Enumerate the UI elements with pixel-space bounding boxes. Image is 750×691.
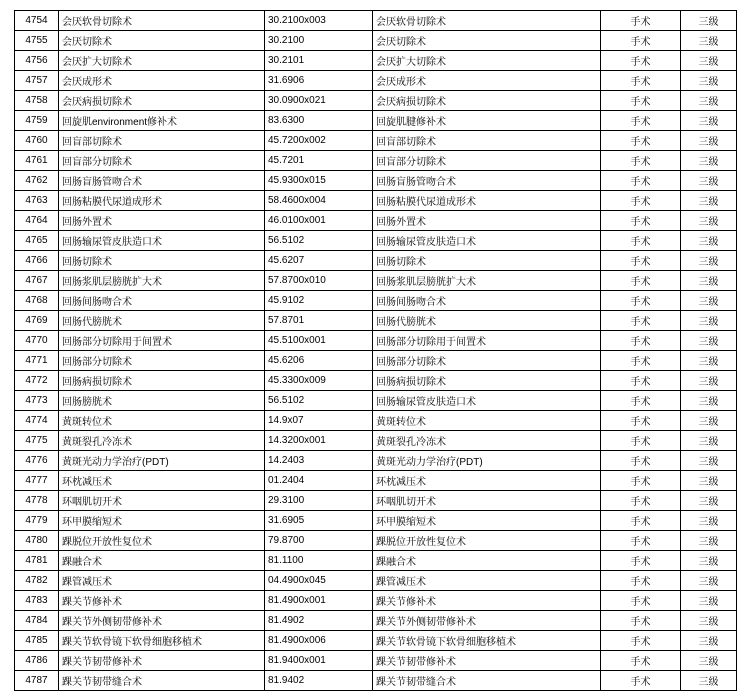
row-code: 4769	[15, 311, 59, 331]
row-name-cn-2: 会厌软骨切除术	[373, 11, 601, 31]
row-level: 三级	[681, 371, 737, 391]
row-code: 4777	[15, 471, 59, 491]
row-level: 三级	[681, 451, 737, 471]
row-name-cn: 回肠膀胱术	[59, 391, 265, 411]
row-category: 手术	[601, 631, 681, 651]
row-code: 4766	[15, 251, 59, 271]
row-code: 4774	[15, 411, 59, 431]
row-level: 三级	[681, 311, 737, 331]
row-code: 4787	[15, 671, 59, 691]
row-level: 三级	[681, 31, 737, 51]
row-name-cn: 回肠外置术	[59, 211, 265, 231]
table-row	[15, 331, 737, 351]
row-name-cn: 踝融合术	[59, 551, 265, 571]
row-name-cn: 会厌成形术	[59, 71, 265, 91]
row-category: 手术	[601, 251, 681, 271]
table-row	[15, 391, 737, 411]
row-name-cn-2: 环枕减压术	[373, 471, 601, 491]
row-level: 三级	[681, 111, 737, 131]
row-name-cn: 会厌扩大切除术	[59, 51, 265, 71]
row-level: 三级	[681, 531, 737, 551]
row-category: 手术	[601, 511, 681, 531]
row-level: 三级	[681, 511, 737, 531]
row-category: 手术	[601, 271, 681, 291]
row-category: 手术	[601, 211, 681, 231]
row-name-cn-2: 回肠输尿管皮肤造口术	[373, 231, 601, 251]
row-name-cn-2: 踝脱位开放性复位术	[373, 531, 601, 551]
row-icd-code: 81.9402	[265, 671, 373, 691]
row-code: 4767	[15, 271, 59, 291]
row-category: 手术	[601, 371, 681, 391]
row-name-cn-2: 踝关节软骨镜下软骨细胞移植术	[373, 631, 601, 651]
row-name-cn: 会厌软骨切除术	[59, 11, 265, 31]
row-level: 三级	[681, 591, 737, 611]
row-code: 4772	[15, 371, 59, 391]
table-row	[15, 431, 737, 451]
row-name-cn-2: 会厌扩大切除术	[373, 51, 601, 71]
row-category: 手术	[601, 491, 681, 511]
row-level: 三级	[681, 91, 737, 111]
table-row	[15, 611, 737, 631]
row-name-cn-2: 回肠粘膜代尿道成形术	[373, 191, 601, 211]
row-icd-code: 81.4900x006	[265, 631, 373, 651]
row-level: 三级	[681, 391, 737, 411]
row-name-cn: 回肠盲肠管吻合术	[59, 171, 265, 191]
row-code: 4755	[15, 31, 59, 51]
table-row	[15, 71, 737, 91]
row-level: 三级	[681, 491, 737, 511]
table-row	[15, 251, 737, 271]
table-row	[15, 11, 737, 31]
row-category: 手术	[601, 131, 681, 151]
row-category: 手术	[601, 391, 681, 411]
row-code: 4757	[15, 71, 59, 91]
row-level: 三级	[681, 211, 737, 231]
row-icd-code: 57.8700x010	[265, 271, 373, 291]
row-level: 三级	[681, 191, 737, 211]
row-icd-code: 30.2100	[265, 31, 373, 51]
row-name-cn-2: 环咽肌切开术	[373, 491, 601, 511]
row-level: 三级	[681, 331, 737, 351]
row-category: 手术	[601, 331, 681, 351]
table-row	[15, 591, 737, 611]
row-name-cn-2: 回肠盲肠管吻合术	[373, 171, 601, 191]
row-code: 4768	[15, 291, 59, 311]
row-icd-code: 81.9400x001	[265, 651, 373, 671]
row-category: 手术	[601, 191, 681, 211]
row-name-cn-2: 回肠输尿管皮肤造口术	[373, 391, 601, 411]
row-name-cn-2: 黄斑裂孔冷冻术	[373, 431, 601, 451]
row-code: 4784	[15, 611, 59, 631]
row-name-cn-2: 会厌病损切除术	[373, 91, 601, 111]
row-name-cn-2: 会厌切除术	[373, 31, 601, 51]
row-level: 三级	[681, 11, 737, 31]
row-code: 4760	[15, 131, 59, 151]
row-name-cn: 回肠病损切除术	[59, 371, 265, 391]
row-name-cn-2: 回肠间肠吻合术	[373, 291, 601, 311]
row-icd-code: 45.5100x001	[265, 331, 373, 351]
row-category: 手术	[601, 531, 681, 551]
row-icd-code: 01.2404	[265, 471, 373, 491]
row-code: 4770	[15, 331, 59, 351]
row-code: 4754	[15, 11, 59, 31]
row-level: 三级	[681, 291, 737, 311]
procedure-table	[14, 10, 737, 691]
row-code: 4756	[15, 51, 59, 71]
row-name-cn: 回肠切除术	[59, 251, 265, 271]
row-category: 手术	[601, 651, 681, 671]
table-row	[15, 31, 737, 51]
row-category: 手术	[601, 411, 681, 431]
row-name-cn-2: 踝关节韧带修补术	[373, 651, 601, 671]
row-name-cn: 黄斑转位术	[59, 411, 265, 431]
row-name-cn-2: 黄斑转位术	[373, 411, 601, 431]
row-name-cn: 踝关节软骨镜下软骨细胞移植术	[59, 631, 265, 651]
table-row	[15, 371, 737, 391]
row-category: 手术	[601, 71, 681, 91]
row-code: 4759	[15, 111, 59, 131]
row-icd-code: 45.9102	[265, 291, 373, 311]
row-name-cn-2: 回肠部分切除术	[373, 351, 601, 371]
table-row	[15, 411, 737, 431]
table-row	[15, 51, 737, 71]
row-name-cn: 黄斑光动力学治疗(PDT)	[59, 451, 265, 471]
row-name-cn: 踝关节修补术	[59, 591, 265, 611]
row-icd-code: 30.0900x021	[265, 91, 373, 111]
row-level: 三级	[681, 171, 737, 191]
row-icd-code: 29.3100	[265, 491, 373, 511]
row-code: 4782	[15, 571, 59, 591]
table-row	[15, 491, 737, 511]
row-code: 4764	[15, 211, 59, 231]
row-level: 三级	[681, 151, 737, 171]
row-level: 三级	[681, 551, 737, 571]
row-category: 手术	[601, 231, 681, 251]
row-name-cn: 踝关节韧带缝合术	[59, 671, 265, 691]
row-category: 手术	[601, 471, 681, 491]
row-category: 手术	[601, 51, 681, 71]
row-name-cn-2: 回盲部切除术	[373, 131, 601, 151]
row-level: 三级	[681, 351, 737, 371]
row-level: 三级	[681, 271, 737, 291]
table-row	[15, 131, 737, 151]
row-name-cn: 踝脱位开放性复位术	[59, 531, 265, 551]
row-name-cn: 回肠输尿管皮肤造口术	[59, 231, 265, 251]
row-code: 4778	[15, 491, 59, 511]
row-category: 手术	[601, 291, 681, 311]
row-category: 手术	[601, 451, 681, 471]
row-code: 4762	[15, 171, 59, 191]
row-name-cn: 回肠粘膜代尿道成形术	[59, 191, 265, 211]
row-name-cn-2: 回肠浆肌层膀胱扩大术	[373, 271, 601, 291]
table-row	[15, 351, 737, 371]
table-row	[15, 171, 737, 191]
row-code: 4765	[15, 231, 59, 251]
table-row	[15, 671, 737, 691]
row-code: 4786	[15, 651, 59, 671]
row-code: 4761	[15, 151, 59, 171]
row-icd-code: 56.5102	[265, 391, 373, 411]
row-code: 4780	[15, 531, 59, 551]
row-name-cn: 环甲膜缩短术	[59, 511, 265, 531]
row-name-cn-2: 环甲膜缩短术	[373, 511, 601, 531]
row-icd-code: 31.6905	[265, 511, 373, 531]
row-name-cn: 踝管减压术	[59, 571, 265, 591]
row-level: 三级	[681, 251, 737, 271]
row-name-cn-2: 回肠部分切除用于间置术	[373, 331, 601, 351]
row-icd-code: 57.8701	[265, 311, 373, 331]
table-row	[15, 471, 737, 491]
row-icd-code: 45.3300x009	[265, 371, 373, 391]
row-category: 手术	[601, 571, 681, 591]
row-name-cn: 环枕减压术	[59, 471, 265, 491]
table-row	[15, 651, 737, 671]
row-name-cn: 环咽肌切开术	[59, 491, 265, 511]
row-code: 4771	[15, 351, 59, 371]
row-name-cn-2: 踝关节韧带缝合术	[373, 671, 601, 691]
row-name-cn: 会厌切除术	[59, 31, 265, 51]
row-icd-code: 14.3200x001	[265, 431, 373, 451]
row-category: 手术	[601, 351, 681, 371]
row-icd-code: 04.4900x045	[265, 571, 373, 591]
row-icd-code: 81.1100	[265, 551, 373, 571]
row-name-cn-2: 踝关节修补术	[373, 591, 601, 611]
row-icd-code: 45.7201	[265, 151, 373, 171]
row-category: 手术	[601, 111, 681, 131]
table-row	[15, 511, 737, 531]
row-icd-code: 46.0100x001	[265, 211, 373, 231]
row-category: 手术	[601, 611, 681, 631]
row-category: 手术	[601, 671, 681, 691]
row-category: 手术	[601, 591, 681, 611]
table-row	[15, 311, 737, 331]
row-icd-code: 14.9x07	[265, 411, 373, 431]
row-icd-code: 56.5102	[265, 231, 373, 251]
table-row	[15, 191, 737, 211]
row-level: 三级	[681, 131, 737, 151]
row-name-cn-2: 踝管减压术	[373, 571, 601, 591]
row-icd-code: 45.6206	[265, 351, 373, 371]
row-level: 三级	[681, 611, 737, 631]
row-level: 三级	[681, 671, 737, 691]
row-name-cn: 回盲部切除术	[59, 131, 265, 151]
row-icd-code: 58.4600x004	[265, 191, 373, 211]
row-code: 4776	[15, 451, 59, 471]
table-row	[15, 271, 737, 291]
row-icd-code: 31.6906	[265, 71, 373, 91]
row-icd-code: 30.2101	[265, 51, 373, 71]
row-name-cn: 回肠间肠吻合术	[59, 291, 265, 311]
row-name-cn-2: 踝融合术	[373, 551, 601, 571]
row-icd-code: 83.6300	[265, 111, 373, 131]
row-icd-code: 45.9300x015	[265, 171, 373, 191]
row-name-cn: 回肠代膀胱术	[59, 311, 265, 331]
row-category: 手术	[601, 151, 681, 171]
row-name-cn: 黄斑裂孔冷冻术	[59, 431, 265, 451]
row-level: 三级	[681, 571, 737, 591]
row-category: 手术	[601, 431, 681, 451]
row-name-cn-2: 踝关节外侧韧带修补术	[373, 611, 601, 631]
row-code: 4785	[15, 631, 59, 651]
row-name-cn: 回旋肌environment修补术	[59, 111, 265, 131]
table-row	[15, 551, 737, 571]
table-row	[15, 151, 737, 171]
row-name-cn-2: 回旋肌腱修补术	[373, 111, 601, 131]
table-row	[15, 531, 737, 551]
row-name-cn: 回肠浆肌层膀胱扩大术	[59, 271, 265, 291]
row-level: 三级	[681, 471, 737, 491]
row-name-cn: 回盲部分切除术	[59, 151, 265, 171]
row-level: 三级	[681, 631, 737, 651]
row-icd-code: 81.4900x001	[265, 591, 373, 611]
row-name-cn: 回肠部分切除用于间置术	[59, 331, 265, 351]
row-icd-code: 30.2100x003	[265, 11, 373, 31]
row-icd-code: 81.4902	[265, 611, 373, 631]
table-body	[15, 11, 737, 691]
row-name-cn-2: 回肠代膀胱术	[373, 311, 601, 331]
row-category: 手术	[601, 171, 681, 191]
row-category: 手术	[601, 31, 681, 51]
row-name-cn-2: 回盲部分切除术	[373, 151, 601, 171]
row-level: 三级	[681, 51, 737, 71]
row-category: 手术	[601, 551, 681, 571]
row-level: 三级	[681, 651, 737, 671]
row-icd-code: 45.7200x002	[265, 131, 373, 151]
row-name-cn-2: 回肠病损切除术	[373, 371, 601, 391]
row-name-cn-2: 回肠切除术	[373, 251, 601, 271]
table-row	[15, 91, 737, 111]
table-row	[15, 451, 737, 471]
row-icd-code: 79.8700	[265, 531, 373, 551]
row-code: 4781	[15, 551, 59, 571]
row-code: 4783	[15, 591, 59, 611]
table-row	[15, 631, 737, 651]
row-code: 4779	[15, 511, 59, 531]
row-name-cn: 会厌病损切除术	[59, 91, 265, 111]
table-row	[15, 571, 737, 591]
row-icd-code: 14.2403	[265, 451, 373, 471]
table-row	[15, 111, 737, 131]
row-category: 手术	[601, 11, 681, 31]
row-name-cn: 回肠部分切除术	[59, 351, 265, 371]
row-level: 三级	[681, 71, 737, 91]
row-code: 4763	[15, 191, 59, 211]
row-category: 手术	[601, 91, 681, 111]
row-name-cn-2: 黄斑光动力学治疗(PDT)	[373, 451, 601, 471]
table-row	[15, 291, 737, 311]
row-code: 4758	[15, 91, 59, 111]
row-name-cn: 踝关节外侧韧带修补术	[59, 611, 265, 631]
row-name-cn-2: 会厌成形术	[373, 71, 601, 91]
row-icd-code: 45.6207	[265, 251, 373, 271]
row-level: 三级	[681, 231, 737, 251]
table-row	[15, 231, 737, 251]
row-name-cn-2: 回肠外置术	[373, 211, 601, 231]
row-category: 手术	[601, 311, 681, 331]
row-level: 三级	[681, 411, 737, 431]
row-code: 4775	[15, 431, 59, 451]
row-name-cn: 踝关节韧带修补术	[59, 651, 265, 671]
row-level: 三级	[681, 431, 737, 451]
table-row	[15, 211, 737, 231]
row-code: 4773	[15, 391, 59, 411]
